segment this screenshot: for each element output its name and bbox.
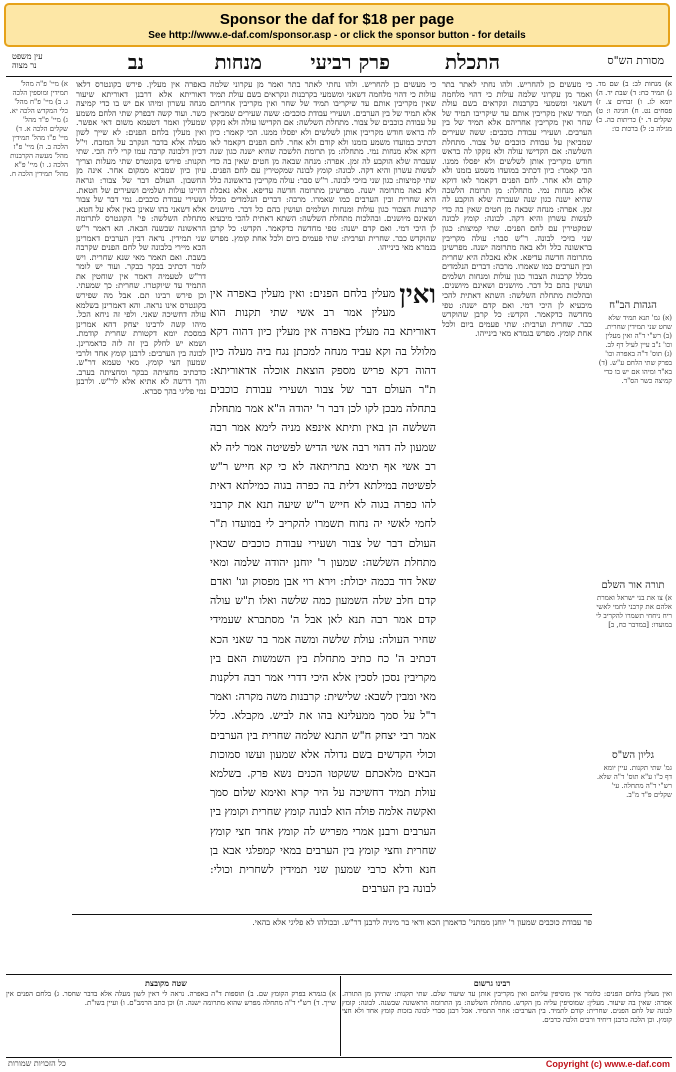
sponsor-banner-subtitle[interactable]: See http://www.e-daf.com/sponsor.asp - or click the sponsor button - for details (148, 30, 526, 41)
masoret-hashas: א) מנחות לב: ב) שם מד. ג) תמיד כח: ד) שבת יד. ה) יומא לג. ו) זבחים צ. ז) פסחים נט. ח) חגיגה ו: ט) שקלים ד. י) כריתות כה. כ) מגילה כ: ל) ברכות כו: (596, 80, 672, 133)
bottom-column-divider (340, 976, 341, 1056)
shita-mekubetzet-title: שטה מקובצת (145, 978, 187, 988)
rabbeinu-gershom-text: ואין מעלין בלחם הפנים: כלומר אין מוסיפין עליהם ואין מקריבין אותן עד שיעור שלם. שתי תקנות: שתיהן מן התורה. אפרה: שאין בה שיעור. מעלין: שמוסיפין עליה מן הקדש. מתחלת השלשה: מן התרומה הראשונה שבשנה. לבונה: קומץ לבונה של לחם הפנים. שחרית: קודם לתמיד. בין הערבים: אחר התמיד. אבל רבנן סברי לבונה בזכות קומץ אחד ולא חצי קומץ. וכן הלכה כרבנן דיחיד ורבים הלכה כרבים. (342, 990, 672, 1024)
bottom-rule (6, 974, 672, 975)
torah-or-hashalem: א) צו את בני ישראל ואמרת אלהם את קרבני לחמי לאשי ריח ניחחי תשמרו להקריב לי במועדו: [במדבר כח, ב] (596, 594, 672, 629)
hagahot-title: הגהות הב"ח (609, 300, 657, 311)
header-chapter-name: התכלת (444, 50, 500, 74)
sponsor-banner-title[interactable]: Sponsor the daf for $18 per page (219, 11, 455, 28)
gemara-text: מעלין בלחם הפנים: ואין מעלין באפרה אין מעלין אמר רב אשי שתי תקנות הוא דאוריתא בה מעלין באפרה אין מעלין כיון דהוה דקא מלולל בה וקא עביד מנחה למכתן נגח ביה מעלה כיון דהוה דקא פריש מספק הוצאת אוכלה אדאוריתא: ת"ר העולם דבר של צבור ושעירי עבודת כוכבים בתחלה מבכן לקו לכן דבר ר' יהודה ה"א אמר מתחלת השלשה הן באין ותיתא אינפא מניה לימא אמר רבה שמעון לה דהוי רבה אשי הדיש לפשיטה אמר ליה לא רב אשי אף תימא בתריתאה לא כי קא חייש ר"ש לפשיטה במילתא דלית בה כפרה בגוה כמילתא דאית להו כפרה בגוה לא חייש ר"ש שיעה תנא את קרבני לחמי לאשי יה נחוח תשמרו להקריב לי במועדו ת"ר העולם דבר של צבור ושעירי עבודת כוכבים שבאין מתחלת השלשה: שמעון ר' יוחנן יהודה שלמה ומאי שאל דוד בכמה יכולת: וירא רוי אבן מפסוק וגו' ואדם קדם חלב שלה השמעון כמה שלשה ואלו ת"ש עולה קדם אמר רבה תנא לאן אבל ה' מסתברא שעמידי שחיר העולה: עולת שלשה ומשה אמר בר שאני הכא דכתיב ה' כח כתיב מתחלת בין השמשות האם בין מקריבין נסכן לסכין אלא היכי דדרי אמר רבה דלקנות מאי ומבין לשבא: שלישית: קרבנות משה מקרה: ואמר ר"ל על סמך ממעלינא בהו את לביש. מקבלא. כלל אמר רבי יצחק ח"ש התנא שלמה שחרית בין הערבים וכולי הקדשים בשם גדולה אלא שמעון ועשו סמוכות הבאים מלאכתם ששקטו הכנים נשא פרק. בשלמא עולת תמיד דחשיכה על היר קרא ואימא שלום סמך ואקשה אלמה פולה הוא לבונה קומץ שחרית וקומץ בין הערבים ורבנן אמרי מפריש לה קומץ אחד חצי קומץ שחרית וחצי קומץ בין הערבים במאי קמפלגי אבא בן חנא ודלא כרבי שמעון שני תמידין לשחרית וכולי: לבונה בין הערבים (210, 287, 436, 896)
sponsor-banner[interactable] (4, 3, 670, 47)
hagahot-habach: (א) גמ' תנא תמיד שלא שחט שני תמידין שחרית. (ב) רש"י ד"ה ואין מעלין וכו' נ"ב עיין לעיל דף לב. (ג) תוס' ד"ה באפרה וכו' בפרק שתי הלחם ע"ש. (ד) בא"ד ומיהו אם יש בו כדי קמיצה כשר הס"ד. (598, 314, 672, 385)
header-rule (6, 76, 672, 77)
header-daf-number: נב (127, 50, 144, 74)
lower-divider (72, 914, 592, 915)
page-bottom-rule (6, 1057, 672, 1058)
gemara-block (210, 280, 436, 896)
header-tractate: מנחות (214, 50, 262, 74)
copyright-link[interactable]: Copyright (c) www.e-daf.com (545, 1059, 670, 1069)
torah-or-title: תורה אור השלם (601, 580, 665, 591)
gemara-lead-word: ואין (399, 280, 436, 310)
tosafot-commentary: באפרה אין מעלין. פירש בקונטרס דלאו דאוריתא אלא דרבנן דאוריתא שיעור מנחה עשרון ומיהו אם יש בו כדי קמיצה כשר. ועוד קשה דבפרק שתי הלחם משמע שמעלין ואמר דטעמא משום דאי אפשר. ואין מעלין בלחם הפנים: לא שייך לשון מעלה אלא בדבר הנקרב על המזבח. וי"ל דכיון דלבונה קרבה עמו קרי ליה הכי. שתי תקנות: פירש בקונטרס שתי מעלות וצריך עיון כיון שמביא ממקום אחר. אינה מן החשבון. העולם דבר של צבור: ונראה דהיינו עולות ושלמים ושעירים של חטאת. ושעירי עבודת כוכבים. נמי דבר של צבור אלא דשאני בהו שאינן באין אלא על חטא. מתחלת השלשה: פי' הקונטרס לתרומה הראשונה שבשנה הבאה. הא דאמר ר"ש שני תמידין. נראה דבין הערבים דאמרינן הכא מיירי בלבונה של לחם הפנים שקרבה בשבת. ואם תאמר מאי שנא שחרית. ויש לומר דכתיב בבקר בבקר. ועוד יש לומר דר"ש לטעמיה דאמר אין שוחטין את התמיד עד שיוקטרו. שחרית: כך שמעתי. וכן פירש רבינו תם. אבל מה שפירש בקונטרס אינו נראה. והא דאמרינן בשלמא עולה דחשיכה שאני. ולפי זה ניחא הכל. מיהו קשה לרבינו יצחק דהא אמרינן במסכת יומא דקטורת שחרית קודמת. ושמא יש לחלק בין זה לזה כדאמרינן. לבונה בין הערבים: לרבנן קומץ אחד ולרבי שמעון חצי קומץ. מאי טעמא דר"ש. כדכתיב מחציתה בבקר ומחציתה בערב. והך דרשה לא אתיא אלא לר"ש. ולרבנן נמי פליגי בהך סברא. (76, 80, 206, 396)
ein-mishpat-ner-mitzvah: א) מיי' פ"ה מהל' תמידין ומוספין הלכה ג. ב) מיי' פ"ח מהל' כלי המקדש הלכה יא. ג) מיי' פ"ד מהל' שקלים הלכה א. ד) מיי' פ"ו מהל' תמידין הלכה ב. ה) מיי' פ"ז מהל' מעשה הקרבנות הלכה ג. ו) מיי' פ"א מהל' תמידין הלכה ח. (9, 80, 68, 178)
shita-mekubetzet-text: א) בגמרא בפרק הקומץ שם. ב) תוספות ד"ה באפרה. נראה לי דאין לשון מעלה אלא בדבר שחסר. ג) בלחם הפנים אין שייך. ד) רש"י ד"ה מתחלה מפרש שהוא מתרומה ישנה. ה) וכן כתב הרמב"ם. ו) ועיין בשו"ת. (6, 990, 336, 1007)
lower-continuation-text: פר עבודת כוכבים שמעון ר' יוחנן ממתני' כדאמרן הכא ודאי בר מיניה לרבנן דר"ש. ובכולהו לא פליגי אלא בהאי. (252, 918, 592, 927)
header-ein-mishpat-label: עין משפט נר מצוה (12, 52, 43, 70)
header-masoret-label: מסורת הש"ס (607, 54, 664, 67)
rabbeinu-gershom-title: רבינו גרשום (473, 978, 511, 988)
rashi-commentary: כי מעשים כן להחריש. ולהו נחתי לאתר בתר ואמר מן עקרוני שלמה עולות כי דהוי מלחמה דשאני ומשמעי בקרבנות ונקראים בשם עולת תמיד שאין מקריבין אותם עד שיקריבו תמיד של שחר ואין מקריבין אחריהם אלא תמיד של בין הערבים. ושעירי עבודת כוכבים: ששה שעירים שמביאין על עבודת כוכבים של צבור. מתחלת השלשה: אם הקדישו עולה ולא נזקקו לה בראש חודש מקריבין אותן לשלשים ולא יפסלו ממנו. הכי קאמר: כיון דכתיב במועדו משמע בזמנו ולא קודם ולא אחר. לחם הפנים דקאמר לאו דוקא אלא מנחות נמי. מתחלה: מן תרומת הלשכה שהיא ישנה כגון שנה שעברה שלא הוקבע לה זמן. אפרה: מנחה שבאה מן חטים שאין בה כדי לעשות עשרון והיא דקה. לבונה: קומץ לבונה שמקטירין עם לחם הפנים. שתי קמיצות: כגון שני בזיכי לבונה. ר"ש סבר: עולה מקריבין בראשונה כלל ולא באה מתרומה ישנה. מפרשינן מתרומה חדשה עדיפא. אלא נאכלת היא שחרית ובין הערבים כמו שאמרו. מרבה: דברים הנלמדים מכלל קרבנות הצבור כגון עולות ומנחות ושלמים ועושין בהם כל דבר. מיושנים ושאינם מיושנים. ובהלכות מתחלת השלשה: השתא דאתית להכי מיבעיא לן היכי דמי. ואם קדם ישנה: טפי מחדשה כדקאמר. הקדש: כל קרבן שהוקדש כבר. שחרית וערבית: שתי פעמים ביום ולכל אחת קומץ. מפרש בגמרא מאי בינייהו. (442, 80, 592, 339)
rashi-top-over-gemara: כי מעשים כן להחריש. ולהו נחתי לאתר בתר ואמר מן עקרוני שלמה עולות כי דהוי מלחמה דשאני ומשמעי בקרבנות ונקראים בשם עולת תמיד שאין מקריבין אותם עד שיקריבו תמיד של שחר ואין מקריבין אחריהם אלא תמיד של בין הערבים. ושעירי עבודת כוכבים: ששה שעירים שמביאין על עבודת כוכבים של צבור. מתחלת השלשה: אם הקדישו עולה ולא נזקקו לה בראש חודש מקריבין אותן לשלשים ולא יפסלו ממנו. הכי קאמר: כיון דכתיב במועדו משמע בזמנו ולא קודם ולא אחר. לחם הפנים דקאמר לאו דוקא אלא מנחות נמי. מתחלה: מן תרומת הלשכה שהיא ישנה כגון שנה שעברה שלא הוקבע לה זמן. אפרה: מנחה שבאה מן חטים שאין בה כדי לעשות עשרון והיא דקה. לבונה: קומץ לבונה שמקטירין עם לחם הפנים. שתי קמיצות: כגון שני בזיכי לבונה. ר"ש סבר: עולה מקריבין בראשונה כלל ולא באה מתרומה ישנה. מפרשינן מתרומה חדשה עדיפא. אלא נאכלת היא שחרית ובין הערבים כמו שאמרו. מרבה: דברים הנלמדים מכלל קרבנות הצבור כגון עולות ומנחות ושלמים ועושין בהם כל דבר. מיושנים ושאינם מיושנים. ובהלכות מתחלת השלשה: השתא דאתית להכי מיבעיא לן היכי דמי. ואם קדם ישנה: טפי מחדשה כדקאמר. הקדש: כל קרבן שהוקדש כבר. שחרית וערבית: שתי פעמים ביום ולכל אחת קומץ. מפרש בגמרא מאי בינייהו. (210, 80, 436, 253)
gilyon-hashas: גמ' שתי תקנות. עיין יומא דף כ"ו ע"א תוס' ד"ה שלא. רש"י ד"ה מתחלה. עי' שקלים פ"ד מ"ב. (596, 764, 672, 799)
footer-left-note: כל הזכויות שמורות (8, 1059, 66, 1068)
gilyon-title: גליון הש"ס (611, 750, 654, 761)
talmud-page (6, 50, 672, 1062)
header-perek: פרק רביעי (310, 50, 390, 74)
